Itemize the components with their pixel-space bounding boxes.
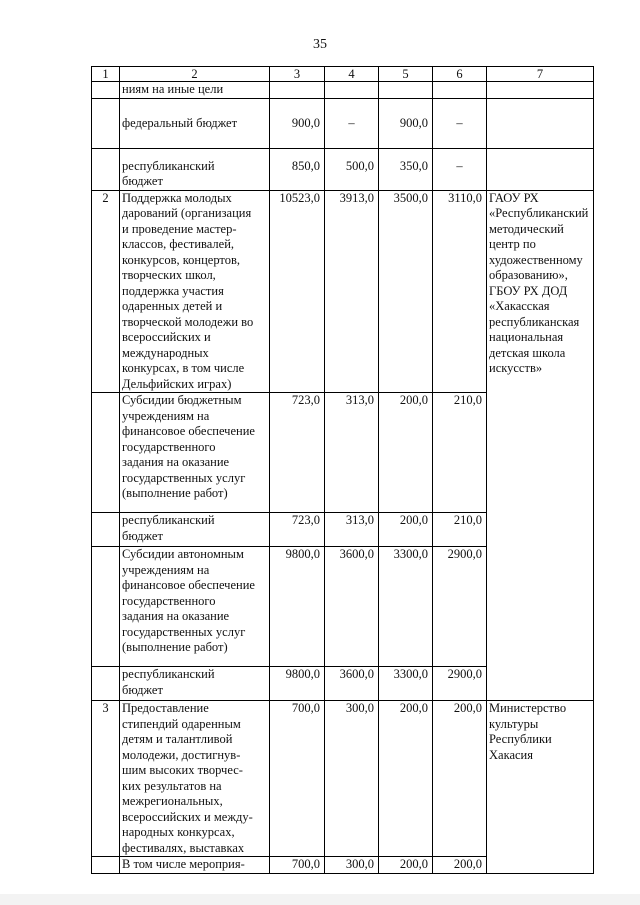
year2-value: 3300,0 (379, 667, 433, 701)
row-description: федеральный бюджет (120, 98, 270, 148)
table-row (92, 98, 594, 148)
table-row (92, 701, 594, 857)
header-cell: 2 (120, 67, 270, 82)
year2-value: 200,0 (379, 513, 433, 547)
header-cell: 5 (379, 67, 433, 82)
row-number (92, 148, 120, 190)
row-description: республиканский бюджет (120, 148, 270, 190)
row-description: Поддержка молодых дарований (организация и проведение мастер- классов, фестивалей, конкурсов, концертов, творческих школ, поддержка участия одаренных детей и творческой молодежи во всероссийских и международных конкурсах, в том числе Дельфийских играх) (120, 190, 270, 393)
year3-value: 3110,0 (433, 190, 487, 393)
row-description: В том числе мероприя- (120, 857, 270, 874)
year1-value (325, 82, 379, 99)
executor: Министерство культуры Республики Хакасия (487, 701, 594, 874)
row-description: ниям на иные цели (120, 82, 270, 99)
total-value: 10523,0 (270, 190, 325, 393)
year2-value: 350,0 (379, 148, 433, 190)
total-value: 723,0 (270, 393, 325, 513)
executor (487, 98, 594, 148)
year2-value: 200,0 (379, 393, 433, 513)
header-cell: 4 (325, 67, 379, 82)
row-number (92, 82, 120, 99)
scan-edge (0, 894, 640, 905)
year3-value: 200,0 (433, 701, 487, 857)
year2-value: 200,0 (379, 701, 433, 857)
year3-value: 200,0 (433, 857, 487, 874)
total-value: 9800,0 (270, 667, 325, 701)
year1-value: 3913,0 (325, 190, 379, 393)
year1-value: 3600,0 (325, 667, 379, 701)
year2-value (379, 82, 433, 99)
year2-value: 900,0 (379, 98, 433, 148)
year1-value: 313,0 (325, 393, 379, 513)
year1-value: – (325, 98, 379, 148)
year1-value: 313,0 (325, 513, 379, 547)
year1-value: 500,0 (325, 148, 379, 190)
total-value: 700,0 (270, 857, 325, 874)
executor: ГАОУ РХ «Республиканский методический центр по художественному образованию», ГБОУ РХ ДОД «Хакасская республиканская национальная детская школа искусств» (487, 190, 594, 701)
row-number: 2 (92, 190, 120, 393)
header-cell: 3 (270, 67, 325, 82)
row-number (92, 547, 120, 667)
row-description: республиканский бюджет (120, 667, 270, 701)
year3-value: – (433, 98, 487, 148)
executor (487, 82, 594, 99)
year3-value: 210,0 (433, 393, 487, 513)
row-description: республиканский бюджет (120, 513, 270, 547)
year3-value: 2900,0 (433, 667, 487, 701)
executor (487, 148, 594, 190)
total-value: 700,0 (270, 701, 325, 857)
row-number (92, 667, 120, 701)
row-description: Субсидии бюджетным учреждениям на финансовое обеспечение государственного задания на оказание государственных услуг (выполнение работ) (120, 393, 270, 513)
header-cell: 6 (433, 67, 487, 82)
total-value: 9800,0 (270, 547, 325, 667)
table-row (92, 190, 594, 393)
year1-value: 300,0 (325, 857, 379, 874)
table-row (92, 148, 594, 190)
year3-value (433, 82, 487, 99)
year3-value: – (433, 148, 487, 190)
year2-value: 3500,0 (379, 190, 433, 393)
header-cell: 1 (92, 67, 120, 82)
row-number (92, 98, 120, 148)
page-number: 35 (313, 37, 327, 52)
total-value (270, 82, 325, 99)
year1-value: 300,0 (325, 701, 379, 857)
row-number (92, 393, 120, 513)
row-description: Субсидии автономным учреждениям на финансовое обеспечение государственного задания на оказание государственных услуг (выполнение работ) (120, 547, 270, 667)
total-value: 723,0 (270, 513, 325, 547)
total-value: 900,0 (270, 98, 325, 148)
year2-value: 200,0 (379, 857, 433, 874)
header-row (92, 67, 594, 82)
row-number: 3 (92, 701, 120, 857)
total-value: 850,0 (270, 148, 325, 190)
budget-table (91, 66, 594, 874)
year2-value: 3300,0 (379, 547, 433, 667)
row-number (92, 857, 120, 874)
table-row (92, 82, 594, 99)
year3-value: 210,0 (433, 513, 487, 547)
row-description: Предоставление стипендий одаренным детям и талантливой молодежи, достигнув- шим высоких творчес- ких результатов на межрегиональных, всероссийских и между- народных конкурсах, фестивалях, выставках (120, 701, 270, 857)
year1-value: 3600,0 (325, 547, 379, 667)
row-number (92, 513, 120, 547)
year3-value: 2900,0 (433, 547, 487, 667)
header-cell: 7 (487, 67, 594, 82)
